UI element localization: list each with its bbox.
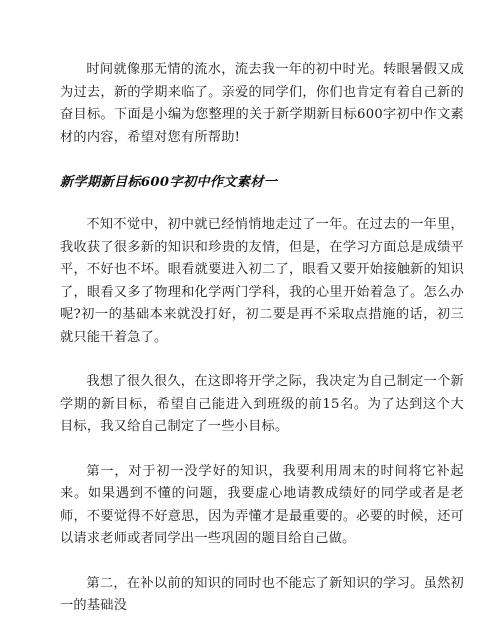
body-paragraph-3: 第一，对于初一没学好的知识，我要利用周末的时间将它补起来。如果遇到不懂的问题，我要虚心地请教成绩好的同学或者是老师，不要觉得不好意思，因为弄懂才是最重要的。必要的时候，还可以请求老师或者同学出一些巩固的题目给自己做。: [60, 463, 464, 546]
section-title: 新学期新目标600字初中作文素材一: [60, 175, 278, 190]
body-paragraph-4: 第二，在补以前的知识的同时也不能忘了新知识的学习。虽然初一的基础没: [60, 575, 464, 613]
body-paragraph-2: 我想了很久很久，在这即将开学之际，我决定为自己制定一个新学期的新目标，希望自己能进入到班级的前15名。为了达到这个大目标，我又给自己制定了一些小目标。: [60, 374, 464, 434]
body-paragraph-1: 不知不觉中，初中就已经悄悄地走过了一年。在过去的一年里，我收获了很多新的知识和珍贵的友情，但是，在学习方面总是成绩平平，不好也不坏。眼看就要进入初二了，眼看又要开始接触新的知识了，眼看又多了物理和化学两门学科，我的心里开始着急了。怎么办呢?初一的基础本来就没打好，初二要是再不采取点措施的话，初三就只能干着急了。: [60, 217, 464, 345]
intro-paragraph: 时间就像那无情的流水，流去我一年的初中时光。转眼暑假又成为过去，新的学期来临了。亲爱的同学们，你们也肯定有着自己新的奋目标。下面是小编为您整理的关于新学期新目标600字初中作文素材的内容，希望对您有所帮助!: [60, 62, 464, 145]
